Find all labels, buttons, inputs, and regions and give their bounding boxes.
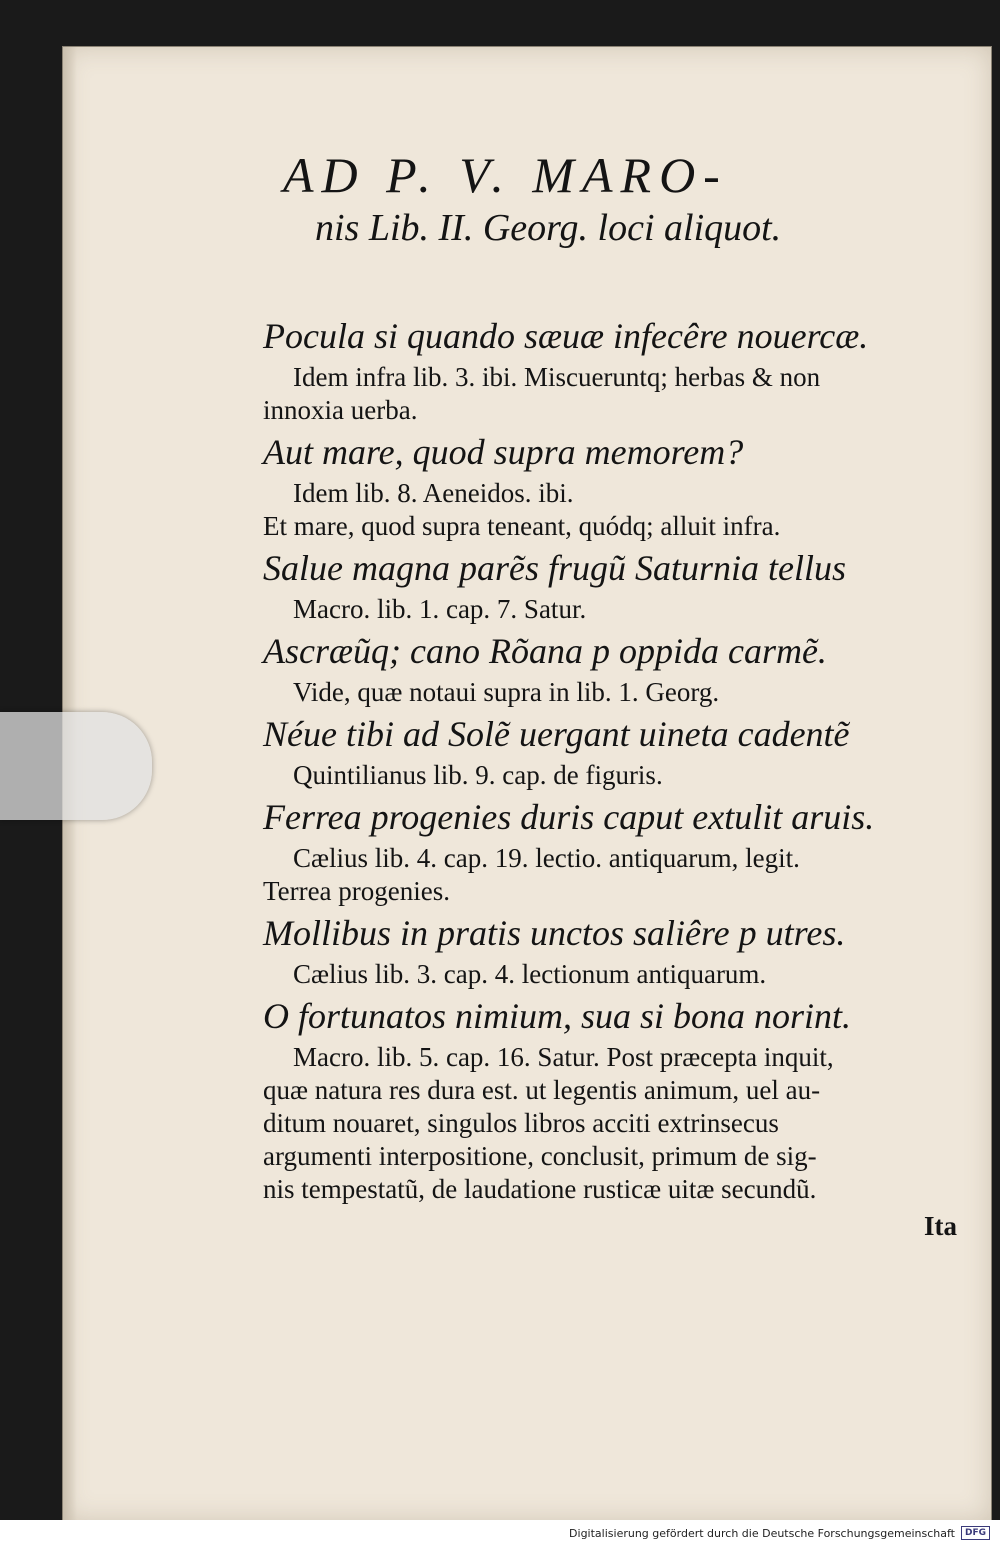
note-line: Idem lib. 8. Aeneidos. ibi. (293, 478, 574, 508)
note-line: Idem infra lib. 3. ibi. Miscueruntq; herbas & non (293, 362, 821, 392)
verse-line: Aut mare, quod supra memorem? (263, 432, 744, 472)
catchword: Ita (924, 1211, 957, 1241)
note-line: Cælius lib. 4. cap. 19. lectio. antiquarum, legit. (293, 843, 800, 873)
note-line: argumenti interpositione, conclusit, primum de sig- (263, 1141, 817, 1171)
verse-line: Salue magna parẽs frugũ Saturnia tellus (263, 548, 846, 588)
verse-line: Ascræũq; cano Rõana p oppida carmẽ. (263, 631, 827, 671)
note-line: quæ natura res dura est. ut legentis animum, uel au- (263, 1075, 821, 1105)
dfg-logo: DFG (961, 1526, 990, 1540)
page-text (263, 147, 983, 1243)
text-body (263, 311, 983, 1206)
note-line: ditum nouaret, singulos libros acciti extrinsecus (263, 1108, 779, 1138)
note-line: Terrea progenies. (263, 876, 451, 906)
page-subtitle: nis Lib. II. Georg. loci aliquot. (315, 207, 782, 249)
note-line: nis tempestatũ, de laudatione rusticæ uitæ secundũ. (263, 1174, 817, 1204)
bookmark-tab[interactable] (0, 712, 152, 820)
note-line: Macro. lib. 1. cap. 7. Satur. (293, 594, 587, 624)
note-line: Quintilianus lib. 9. cap. de figuris. (293, 760, 663, 790)
verse-line: Mollibus in pratis unctos saliêre p utres. (263, 913, 846, 953)
verse-line: Néue tibi ad Solẽ uergant uineta cadentẽ (263, 714, 850, 754)
note-line: Et mare, quod supra teneant, quódq; alluit infra. (263, 511, 781, 541)
footer-bar (0, 1520, 1000, 1546)
note-line: innoxia uerba. (263, 395, 418, 425)
funding-credit: Digitalisierung gefördert durch die Deutsche Forschungsgemeinschaft (569, 1526, 955, 1540)
verse-line: Ferrea progenies duris caput extulit aruis. (263, 797, 875, 837)
note-line: Macro. lib. 5. cap. 16. Satur. Post præcepta inquit, (293, 1042, 834, 1072)
book-page (62, 46, 992, 1522)
verse-line: Pocula si quando sæuæ infecêre nouercæ. (263, 316, 869, 356)
page-title: AD P. V. MARO- (283, 147, 728, 203)
verse-line: O fortunatos nimium, sua si bona norint. (263, 996, 852, 1036)
note-line: Vide, quæ notaui supra in lib. 1. Georg. (293, 677, 720, 707)
note-line: Cælius lib. 3. cap. 4. lectionum antiquarum. (293, 959, 767, 989)
